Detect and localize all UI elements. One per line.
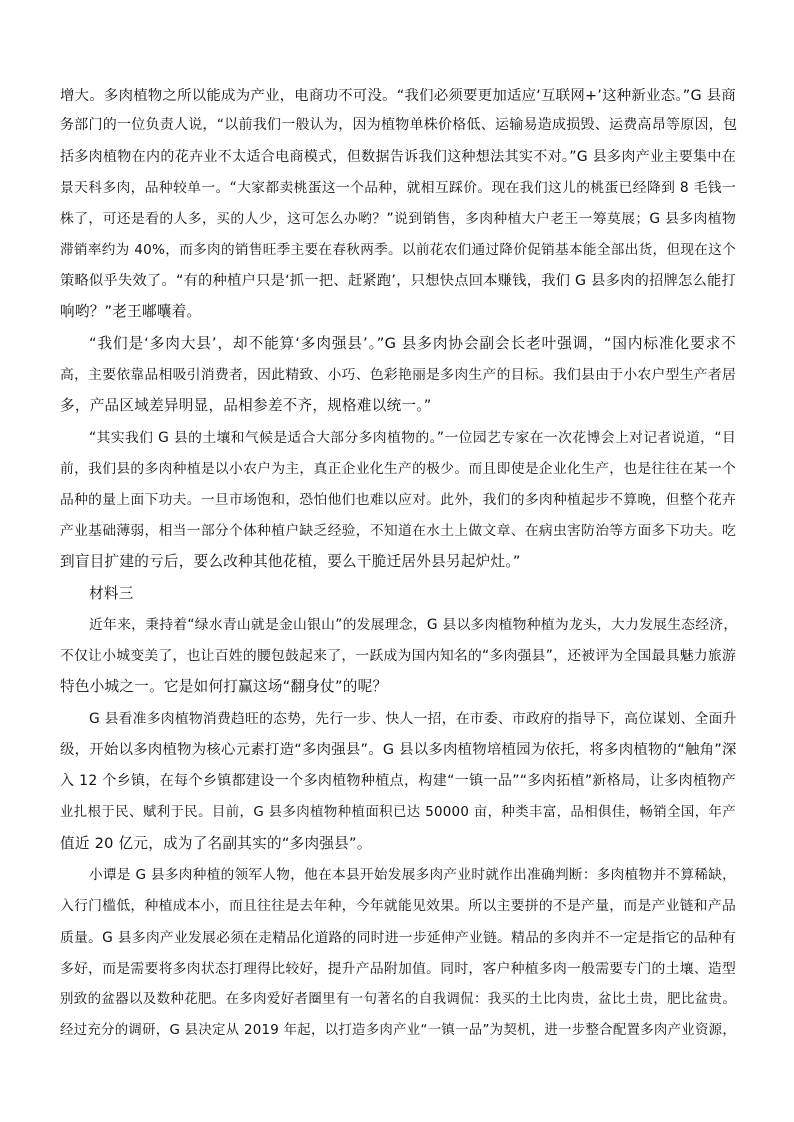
paragraph-first-line: G 县看准多肉植物消费趋旺的态势，先行一步、快人一招，在市委、市政府的指导下，高位谋划、全面升	[89, 711, 737, 727]
text-line: 入行门槛低，种植成本小，而且往往是去年种，今年就能见效果。所以主要拼的不是产量，而是产业链和产品	[60, 898, 736, 914]
text-line: 前，我们县的多肉种植是以小农户为主，真正企业化生产的极少。而且即使是企业化生产，也是往往在某一个	[60, 461, 736, 477]
text-line: 策略似乎失效了。“有的种植户只是‘抓一把、赶紧跑’，只想快点回本赚钱，我们 G 县多肉的招牌怎么能打	[60, 273, 736, 289]
text-line: 多，产品区域差异明显，品相参差不齐，规格难以统一。”	[60, 397, 432, 414]
section-heading: 材料三	[89, 585, 134, 602]
text-line: 滞销率约为 40%，而多肉的销售旺季主要在春秋两季。以前花农们通过降价促销基本能全部出货，但现在这个	[60, 242, 736, 258]
text-line: 株了，可还是看的人多，买的人少，这可怎么办哟？”说到销售，多肉种植大户老王一筹莫展；G 县多肉植物	[60, 211, 736, 227]
text-line: 品种的量上面下功夫。一旦市场饱和，恐怕他们也难以应对。此外，我们的多肉种植起步不算晚，但整个花卉	[60, 492, 736, 508]
text-line: 业扎根于民、赋利于民。目前，G 县多肉植物种植面积已达 50000 亩，种类丰富，品相俱佳，畅销全国，年产	[60, 805, 736, 820]
paragraph-first-line: 近年来，秉持着“绿水青山就是金山银山”的发展理念，G 县以多肉植物种植为龙头，大力发展生态经济，	[89, 617, 738, 633]
text-line: 特色小城之一。它是如何打赢这场“翻身仗”的呢？	[60, 678, 388, 695]
text-line: 务部门的一位负责人说，“以前我们一般认为，因为植物单株价格低、运输易造成损毁、运费高昂等原因，包	[60, 117, 738, 133]
paragraph-first-line: “其实我们 G 县的土壤和气候是适合大部分多肉植物的。”一位园艺专家在一次花博会上对记者说道，“目	[89, 430, 736, 446]
text-line: 多好，而是需要将多肉状态打理得比较好，提升产品附加值。同时，客户种植多肉一般需要专门的土壤、造型	[60, 961, 736, 977]
text-line: 景天科多肉，品种较单一。“大家都卖桃蛋这一个品种，就相互踩价。现在我们这儿的桃蛋已经降到 8 毛钱一	[60, 180, 736, 196]
text-line: 增大。多肉植物之所以能成为产业，电商功不可没。“我们必须要更加适应‘互联网+’这种新业态。”G 县商	[60, 88, 736, 104]
paragraph-first-line: 小谭是 G 县多肉种植的领军人物，他在本县开始发展多肉产业时就作出准确判断：多肉植物并不算稀缺，	[89, 867, 736, 883]
paragraph-first-line: “我们是‘多肉大县’，却不能算‘多肉强县’。”G 县多肉协会副会长老叶强调，“国内标准化要求不	[89, 335, 736, 352]
text-line: 括多肉植物在内的花卉业不太适合电商模式，但数据告诉我们这种想法其实不对。”G 县多肉产业主要集中在	[60, 149, 736, 165]
text-line: 经过充分的调研，G 县决定从 2019 年起，以打造多肉产业“一镇一品”为契机，进一步整合配置多肉产业资源，	[60, 1023, 736, 1038]
text-line: 不仅让小城变美了，也让百姓的腰包鼓起来了，一跃成为国内知名的“多肉强县”，还被评为全国最具魅力旅游	[60, 648, 736, 664]
text-line: 质量。G 县多肉产业发展必须在走精品化道路的同时进一步延伸产业链。精品的多肉并不一定是指它的品种有	[60, 930, 736, 946]
text-line: 到盲目扩建的亏后，要么改种其他花植，要么干脆迁居外县另起炉灶。”	[60, 553, 521, 570]
text-line: 入 12 个乡镇，在每个乡镇都建设一个多肉植物种植点，构建“一镇一品”“多肉拓植”新格局，让多肉植物产	[60, 773, 736, 789]
text-line: 值近 20 亿元，成为了名副其实的“多肉强县”。	[60, 835, 372, 852]
text-line: 产业基础薄弱，相当一部分个体种植户缺乏经验，不知道在水土上做文章、在病虫害防治等方面多下功夫。吃	[60, 523, 736, 539]
text-line: 响哟？”老王嘟囔着。	[60, 303, 202, 320]
text-line: 级，开始以多肉植物为核心元素打造“多肉强县”。G 县以多肉植物培植园为依托，将多肉植物的“触角”深	[60, 742, 737, 758]
text-line: 高，主要依靠品相吸引消费者，因此精致、小巧、色彩艳丽是多肉生产的目标。我们县由于小农户型生产者居	[60, 367, 736, 383]
text-line: 别致的盆器以及数种花肥。在多肉爱好者圈里有一句著名的自我调侃：我买的土比肉贵，盆比土贵，肥比盆贵。	[60, 992, 736, 1007]
